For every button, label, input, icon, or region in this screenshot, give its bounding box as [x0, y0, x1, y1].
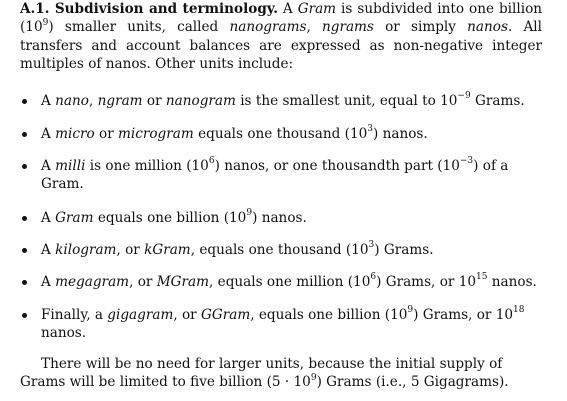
- term-ngrams: ngrams: [321, 19, 374, 36]
- exponent: −9: [457, 91, 471, 102]
- text-run: equals one billion (10: [93, 210, 247, 226]
- text-run: nanos.: [487, 274, 537, 290]
- text-run: A: [41, 126, 56, 142]
- term-nanos: nanos: [467, 19, 508, 36]
- list-item-text: [41, 209, 541, 227]
- term-micro: micro: [55, 126, 95, 142]
- text-run: ) nanos.: [372, 126, 428, 142]
- list-item-text: [41, 273, 541, 291]
- bullet-icon: [22, 164, 27, 169]
- term-nano: nano: [55, 93, 89, 109]
- text-run: , or: [116, 242, 145, 258]
- term-gram: Gram: [55, 210, 94, 226]
- text-run: Finally, a: [41, 307, 108, 323]
- text-run: ) nanos, or one thousandth part (10: [214, 158, 460, 174]
- intro-paragraph: [20, 0, 542, 74]
- term-milli: milli: [55, 158, 86, 174]
- term-gigagram: gigagram: [107, 307, 174, 323]
- term-kilogram: kilogram: [55, 242, 117, 258]
- list-item-kilogram: [41, 241, 541, 259]
- text-run: , equals one billion (10: [250, 307, 408, 323]
- text-run: nanos.: [41, 325, 87, 342]
- text-run: is the smallest unit, equal to 10: [235, 93, 458, 109]
- text-run: A: [41, 93, 56, 109]
- text-run: A: [41, 158, 56, 174]
- text-run: Grams.: [470, 93, 525, 109]
- text-run: A: [41, 210, 56, 226]
- text-run: , or: [173, 307, 201, 323]
- bullet-icon: [22, 248, 27, 253]
- term-mgram: MGram: [156, 274, 210, 290]
- list-item-text: [41, 92, 541, 110]
- exponent: 3: [368, 240, 375, 251]
- exponent: 9: [407, 305, 414, 316]
- exponent: 15: [476, 272, 488, 283]
- text-run: There will be no need for larger units, because the initial supply of Grams will be limited to five billion (5 · 10: [20, 356, 503, 391]
- term-microgram: microgram: [118, 126, 194, 142]
- list-item-text: [41, 125, 541, 143]
- term-kgram: kGram: [144, 242, 191, 258]
- bullet-icon: [22, 280, 27, 285]
- intro-text: A: [277, 1, 298, 17]
- text-run: ,: [88, 93, 98, 109]
- text-run: is one million (10: [85, 158, 209, 174]
- exponent: 6: [208, 156, 215, 167]
- text-run: , equals one million (10: [209, 274, 371, 290]
- intro-text: or simply: [373, 19, 468, 36]
- text-run: A: [41, 274, 56, 290]
- intro-text: ,: [306, 19, 322, 36]
- list-item-text: [41, 306, 541, 343]
- text-run: ) Grams, or 10: [413, 307, 514, 323]
- exponent: −3: [459, 156, 474, 167]
- text-run: ) nanos.: [252, 210, 307, 226]
- exponent: 9: [310, 372, 317, 383]
- text-run: or: [94, 126, 119, 142]
- exponent: 3: [367, 124, 373, 135]
- text-run: , or: [129, 274, 157, 290]
- bullet-icon: [22, 99, 27, 104]
- term-nanogram: nanogram: [165, 93, 236, 109]
- term-nanograms: nanograms: [229, 19, 307, 36]
- list-item-nano: [41, 92, 541, 110]
- list-item-gigagram: [41, 306, 541, 343]
- term-ggram: GGram: [201, 307, 251, 323]
- list-item-megagram: [41, 273, 541, 291]
- bullet-icon: [22, 132, 27, 137]
- text-run: ) Grams, or 10: [376, 274, 476, 290]
- intro-text: is subdivided into one billion (10: [20, 1, 543, 36]
- exponent: 6: [370, 272, 377, 283]
- text-run: ) of a Gram.: [41, 158, 509, 193]
- text-run: or: [142, 93, 166, 109]
- exponent: 9: [42, 17, 49, 28]
- text-run: equals one thousand (10: [193, 126, 368, 142]
- exponent: 9: [246, 208, 253, 219]
- exponent: 18: [513, 305, 525, 316]
- text-run: ) Grams (i.e., 5 Gigagrams).: [316, 374, 509, 391]
- term-megagram: megagram: [55, 274, 130, 290]
- intro-text: . All transfers and account balances are expressed as non-negative integer multiples of nanos. Other units include:: [20, 19, 542, 73]
- text-run: , equals one thousand (10: [190, 242, 369, 258]
- bullet-icon: [22, 216, 27, 221]
- list-item-milli: [41, 157, 541, 194]
- list-item-text: [41, 241, 541, 259]
- list-item-micro: [41, 125, 541, 143]
- term-ngram: ngram: [97, 93, 143, 109]
- closing-paragraph: [20, 355, 542, 392]
- term-gram: Gram: [297, 1, 337, 17]
- section-heading: A.1. Subdivision and terminology.: [20, 1, 278, 17]
- text-run: ) Grams.: [374, 242, 434, 258]
- list-item-text: [41, 157, 541, 194]
- list-item-gram: [41, 209, 541, 227]
- text-run: A: [41, 242, 56, 258]
- intro-text: ) smaller units, called: [48, 19, 230, 36]
- bullet-icon: [22, 313, 27, 318]
